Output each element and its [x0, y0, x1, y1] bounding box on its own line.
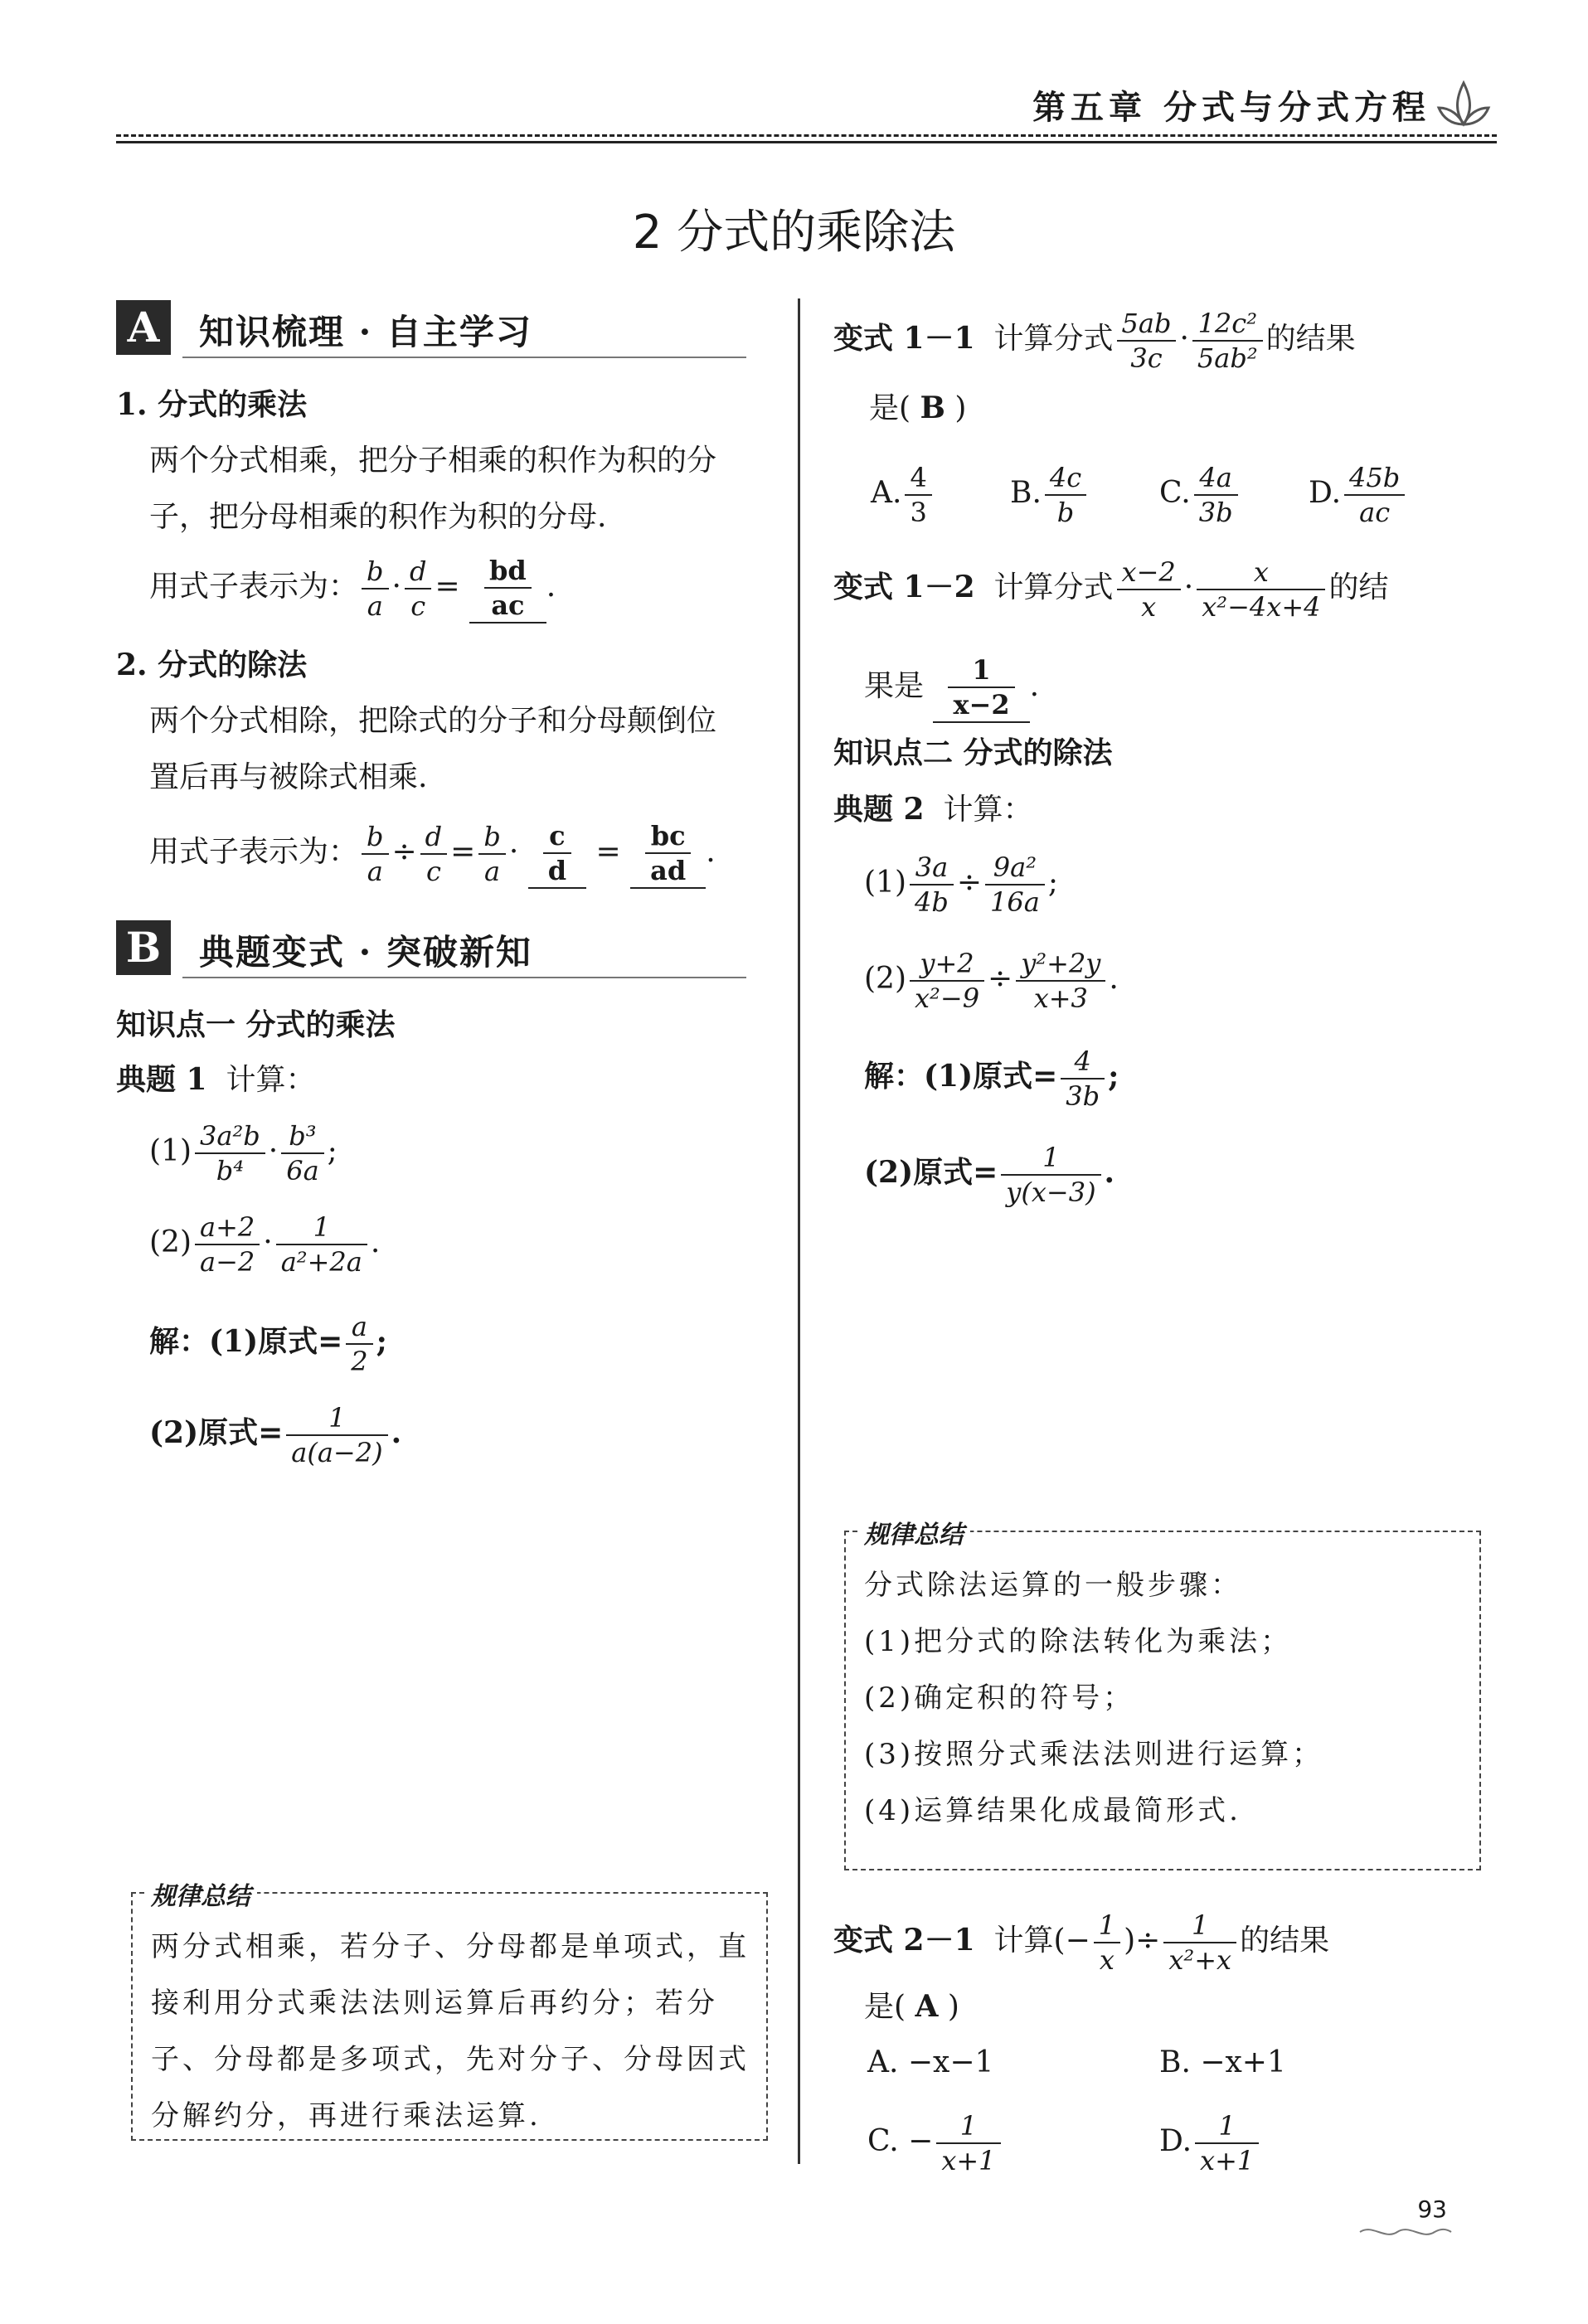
rule1-line: 子、分母都是多项式，先对分子、分母因式: [151, 2043, 750, 2076]
band-a-letter: A: [116, 300, 171, 355]
ex2-title: 典题 2 计算：: [833, 792, 1033, 827]
v21-answer: A: [915, 1989, 939, 2024]
v12-question: 变式 1－2 计算分式 $\frac{x-2}{x}$ · $\frac{x}{\text{x²−4x+4}}$ 的结: [833, 556, 1389, 623]
page-ornament-icon: [1356, 2224, 1455, 2240]
ex1-solution2: (2)原式= $\frac{1}{a(a-2)}$ .: [149, 1402, 402, 1468]
rule-summary-2: [844, 1521, 1481, 1870]
v11-question: 变式 1－1 计算分式 $\frac{5ab}{3c}$ · $\frac{\text{12c²}}{\text{5ab²}}$ 的结果: [833, 308, 1356, 374]
k2-heading: 2. 分式的除法: [116, 648, 308, 682]
rule1-line: 两分式相乘，若分子、分母都是单项式，直: [151, 1930, 750, 1963]
ex2-part2: (2) $\frac{y+2}{\text{x²−9}}$ ÷ $\frac{\text{y²+2y}}{x+3}$ .: [864, 948, 1119, 1014]
rule1-line: 分解约分，再进行乘法运算.: [151, 2099, 541, 2132]
rule1-line: 接利用分式乘法法则运算后再约分；若分: [151, 1987, 718, 2020]
ex2-solution2: (2)原式= $\frac{1}{y(x-3)}$ .: [864, 1142, 1115, 1208]
kp1-title: 知识点一 分式的乘法: [116, 1007, 396, 1042]
rule2-line: (4)运算结果化成最简形式.: [864, 1794, 1241, 1827]
v21-option-b: B. −x+1: [1159, 2045, 1286, 2079]
k1-answer: $\frac{bd}{ac}$: [484, 554, 532, 622]
kp2-title: 知识点二 分式的除法: [833, 735, 1113, 770]
ex1-part2: (2) $\frac{a+2}{a-2}$ · $\frac{1}{\text{a²+2a}}$ .: [149, 1211, 381, 1278]
chapter-title: 第五章 分式与分式方程: [1032, 88, 1430, 127]
v11-option-c: C. $\frac{4a}{3b}$: [1159, 461, 1241, 529]
k2-answer2: $\frac{bc}{ad}$: [645, 819, 691, 887]
band-a-label: 知识梳理 · 自主学习: [199, 312, 532, 352]
v21-option-c: C. − $\frac{1}{x+1}$: [867, 2109, 1004, 2177]
v11-option-b: B. $\frac{4c}{b}$: [1010, 461, 1090, 529]
band-b-letter: B: [116, 920, 171, 975]
v11-answer: B: [920, 391, 945, 425]
v11-option-d: D. $\frac{45b}{ac}$: [1309, 461, 1408, 529]
v11-answer-line: 是( B ): [869, 391, 967, 425]
v21-option-a: A. −x−1: [867, 2045, 994, 2079]
header-divider-dashed: [116, 134, 1497, 137]
v21-option-d: D. $\frac{1}{x+1}$: [1159, 2109, 1262, 2177]
band-b: [116, 920, 746, 978]
rule2-title: 规律总结: [857, 1514, 970, 1550]
k2-text1: 两个分式相除，把除式的分子和分母颠倒位: [149, 704, 717, 738]
rule2-line: (3)按照分式乘法法则进行运算；: [864, 1738, 1324, 1771]
v21-answer-line: 是( A ): [864, 1989, 959, 2024]
k2-text2: 置后再与被除式相乘.: [149, 760, 428, 794]
v12-answer: $\frac{1}{x-2}$: [948, 653, 1014, 721]
rule2-line: 分式除法运算的一般步骤：: [864, 1569, 1242, 1602]
k2-answer1: $\frac{c}{d}$: [543, 819, 571, 887]
header-divider: [116, 141, 1497, 143]
ex1-part1: (1) $\frac{\text{3a²b}}{\text{b⁴}}$ · $\frac{\text{b³}}{6a}$ ;: [149, 1120, 338, 1186]
v21-question: 变式 2－1 计算(− $\frac{1}{x}$ )÷ $\frac{1}{\text{x²+x}}$ 的结果: [833, 1909, 1330, 1976]
ex1-solution1: 解：(1)原式= $\frac{a}{2}$ ;: [149, 1311, 387, 1377]
rule1-title: 规律总结: [144, 1875, 257, 1912]
k1-text1: 两个分式相乘，把分子相乘的积作为积的分: [149, 444, 717, 478]
page-number: 93: [1417, 2195, 1447, 2223]
v12-answer-line: 果是 $\frac{1}{x-2}$ .: [864, 653, 1039, 723]
section-title: 2 分式的乘除法: [632, 206, 956, 260]
k1-text2: 子，把分母相乘的积作为积的分母.: [149, 500, 607, 534]
rule-summary-1: [131, 1882, 768, 2141]
column-divider: [798, 298, 800, 2164]
k1-formula: 用式子表示为： $\frac{b}{a}$ · $\frac{d}{c}$ = $\frac{bd}{ac}$ .: [149, 555, 556, 622]
ex1-title: 典题 1 计算：: [116, 1062, 316, 1097]
ex2-solution1: 解：(1)原式= $\frac{4}{3b}$ ;: [864, 1046, 1119, 1112]
k1-heading: 1. 分式的乘法: [116, 387, 308, 422]
lotus-icon: [1430, 75, 1497, 133]
band-b-label: 典题变式 · 突破新知: [199, 932, 532, 973]
ex2-part1: (1) $\frac{3a}{4b}$ ÷ $\frac{\text{9a²}}{16a}$ ;: [864, 851, 1058, 918]
rule2-line: (2)确定积的符号；: [864, 1681, 1135, 1715]
band-a: [116, 300, 746, 358]
v11-option-a: A. $\frac{4}{3}$: [871, 461, 935, 529]
rule2-line: (1)把分式的除法转化为乘法；: [864, 1625, 1293, 1658]
k2-formula: 用式子表示为： $\frac{b}{a}$ ÷ $\frac{d}{c}$ = $\frac{b}{a}$ · $\frac{c}{d}$ = $\frac{bc}{ad}$ .: [149, 820, 716, 887]
